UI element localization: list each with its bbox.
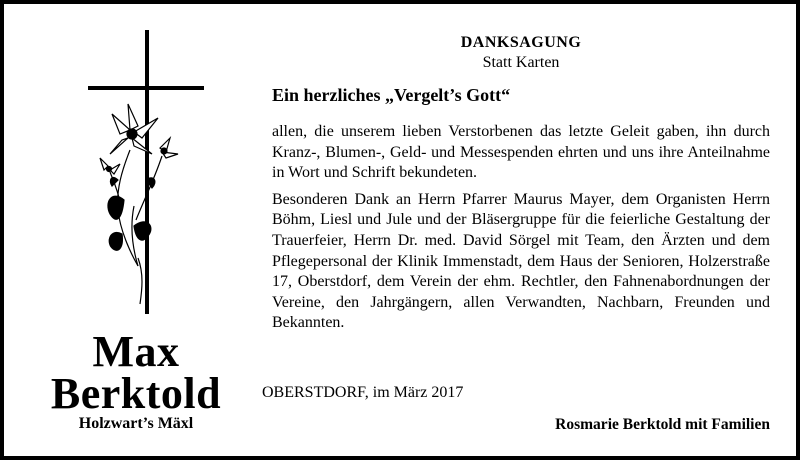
deceased-nickname: Holzwart’s Mäxl — [78, 415, 194, 432]
notice-body — [272, 122, 770, 334]
notice-subheading: Statt Karten — [482, 54, 560, 71]
edelweiss-icon — [100, 104, 178, 304]
cross-icon — [88, 30, 204, 314]
notice-heading: DANKSAGUNG — [460, 34, 582, 51]
notice-paragraph-1: allen, die unserem lieben Verstorbenen das letzte Geleit gaben, ihn durch Kranz-, Blumen-, Geld- und Messespenden ehrten und uns ihre Anteilnahme in Wort und Schrift bekundeten. — [272, 123, 770, 182]
signature: Rosmarie Berktold mit Familien — [555, 416, 770, 433]
place-date: OBERSTDORF, im März 2017 — [262, 384, 464, 401]
notice-paragraph-2: Besonderen Dank an Herrn Pfarrer Maurus Mayer, dem Organisten Herrn Böhm, Liesl und Jule und der Bläsergruppe für die feierliche Gestaltung der Trauerfeier, Herrn Dr. med. David Sörgel mit Team, den Ärzten und dem Pflegepersonal der Klinik Immenstadt, dem Haus der Senioren, Holzerstraße 17, Oberstdorf, dem Verein der ehm. Rechtler, den Fahnenabordnungen der Vereine, den Jahrgängern, allen Verwandten, Nachbarn, Freunden und Bekannten. — [272, 190, 770, 332]
deceased-last-name: Berktold — [50, 369, 222, 418]
thanks-line: Ein herzliches „Vergelt’s Gott“ — [272, 85, 511, 105]
memorial-column — [10, 4, 262, 456]
deceased-first-name: Max — [92, 327, 180, 376]
cross-with-edelweiss-art — [82, 30, 212, 320]
notice-column — [262, 4, 770, 456]
